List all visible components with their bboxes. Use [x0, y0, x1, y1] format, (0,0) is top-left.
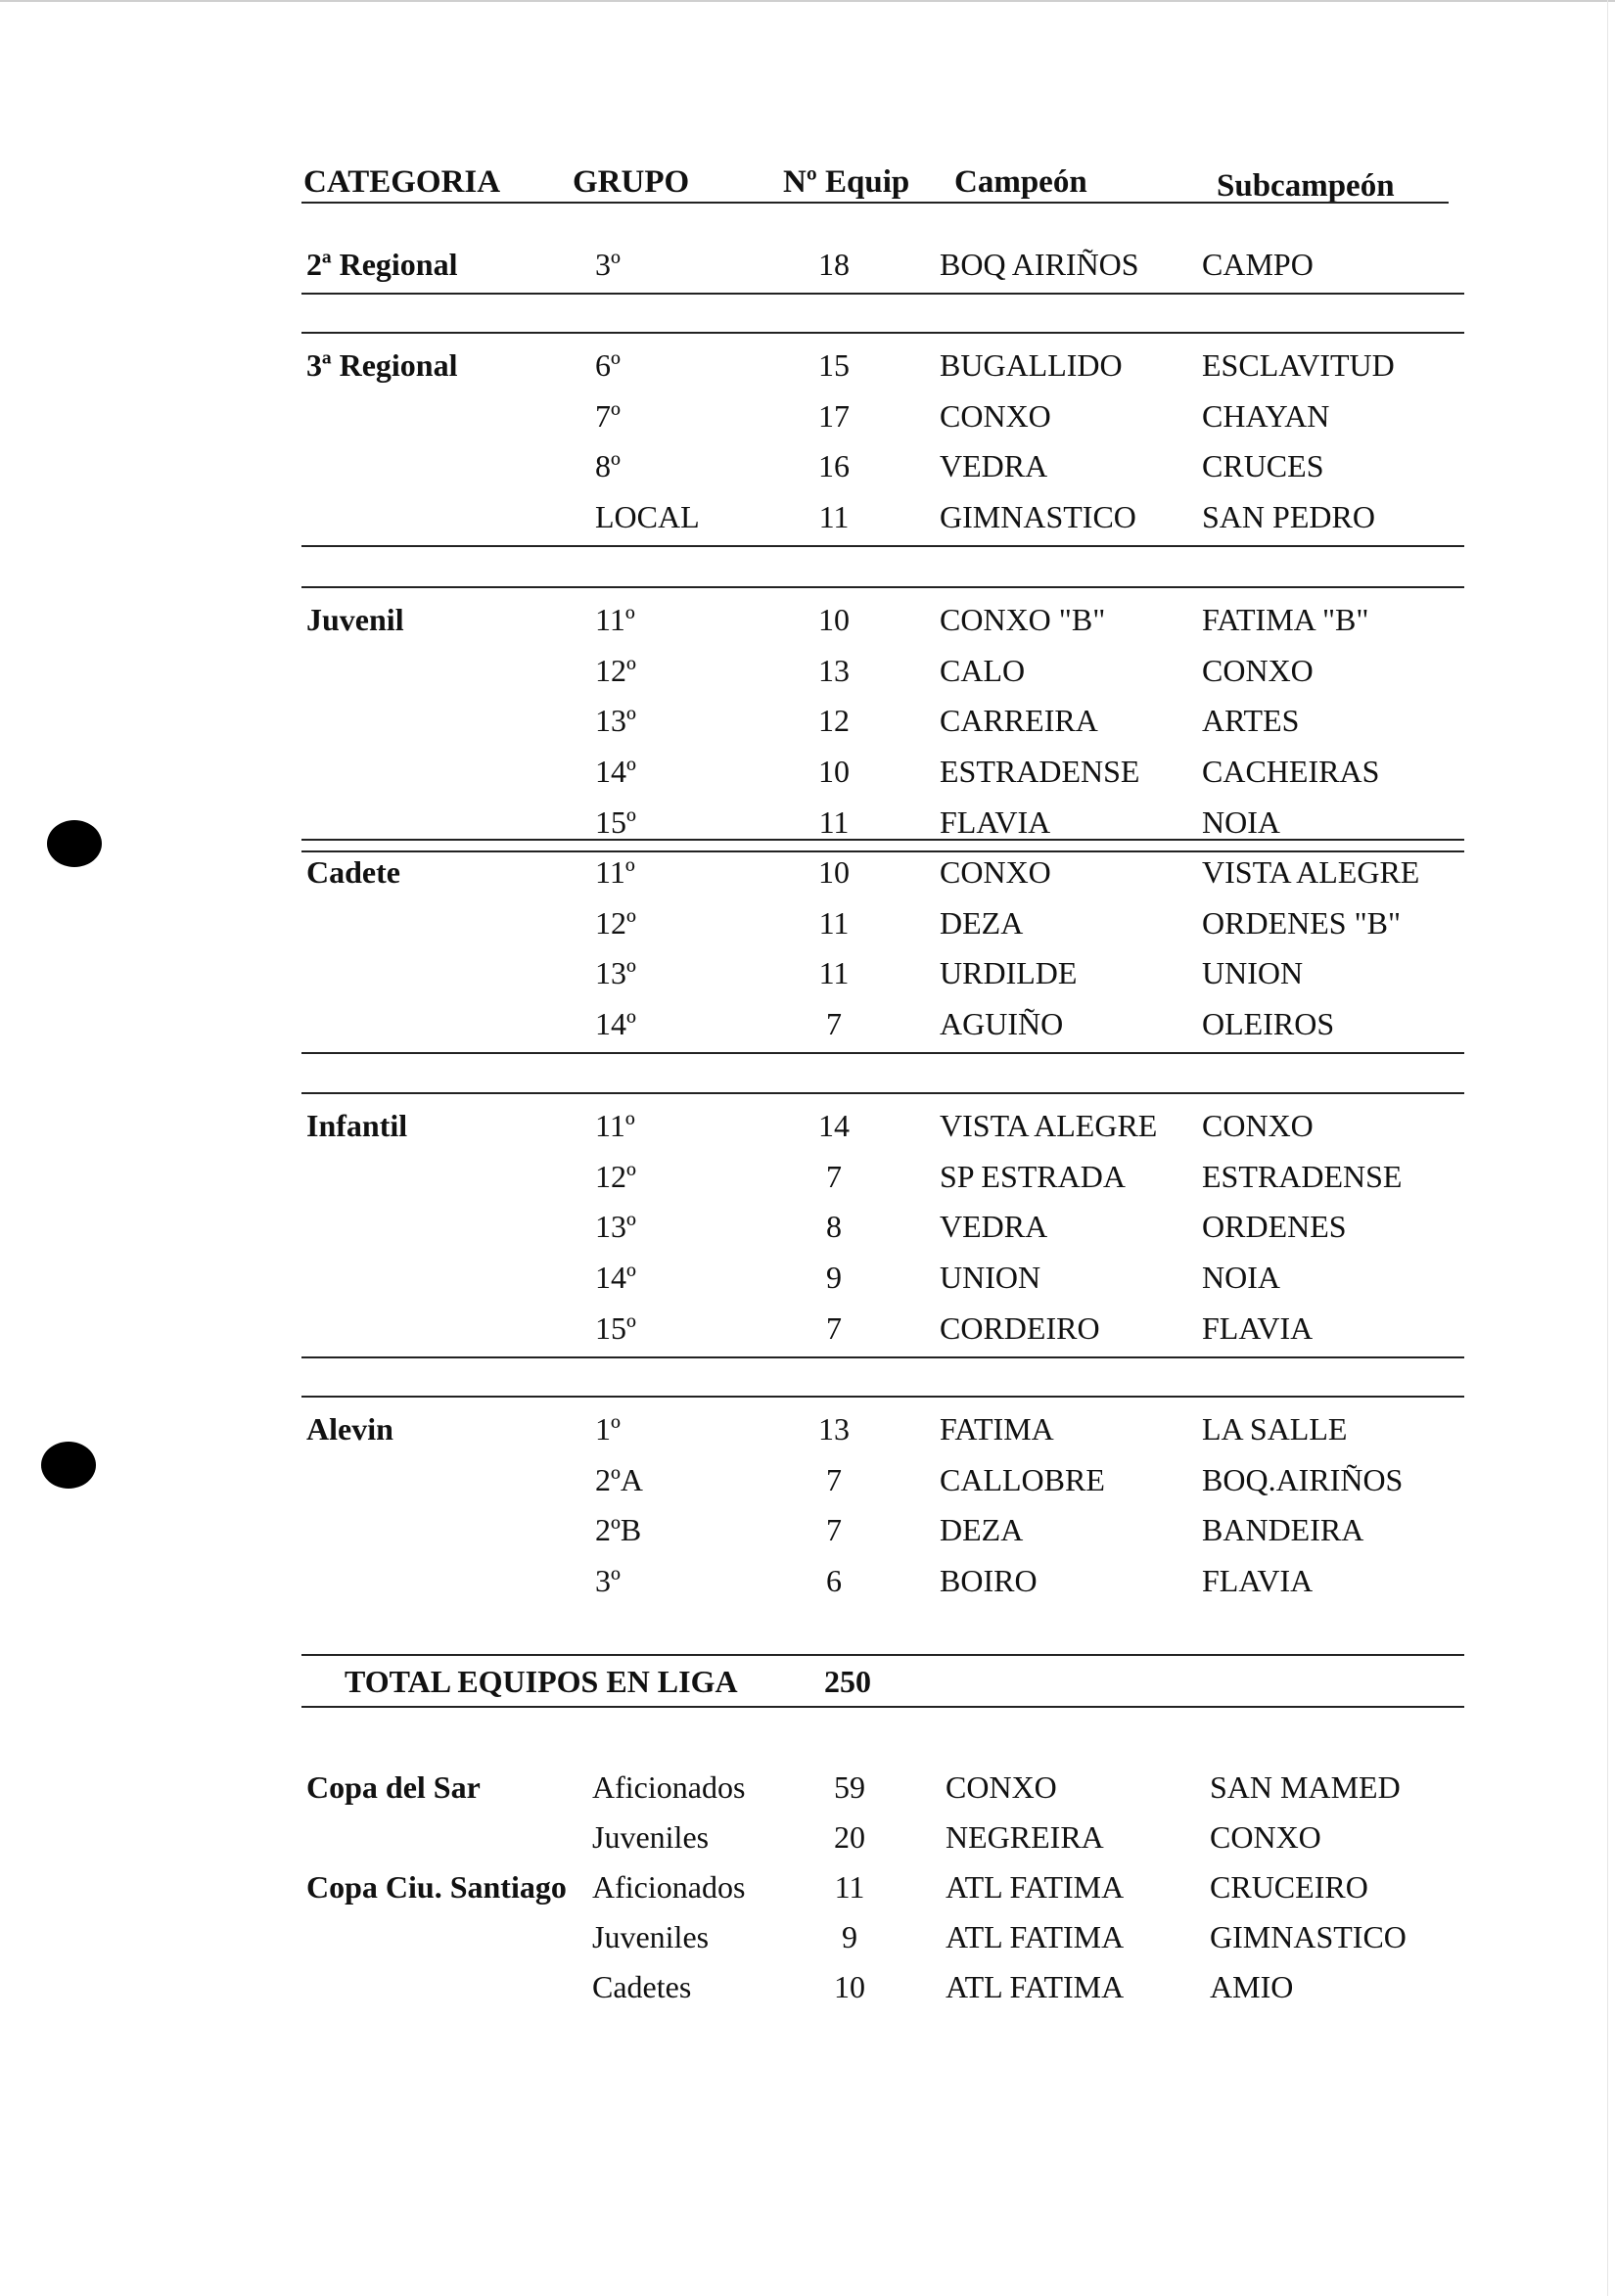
- cup-name: Copa Ciu. Santiago: [306, 1869, 567, 1905]
- cup-campeon-cell: ATL FATIMA: [946, 1869, 1125, 1905]
- section-bottom-rule: [301, 293, 1464, 295]
- punch-hole-bottom: [41, 1442, 96, 1489]
- equipos-cell: 14: [818, 1108, 850, 1143]
- section-bottom-rule: [301, 1052, 1464, 1054]
- campeon-cell: FATIMA: [940, 1411, 1054, 1446]
- header-equipos: Nº Equip: [783, 164, 910, 200]
- header-categoria: CATEGORIA: [303, 164, 501, 200]
- cup-equipos-cell: 11: [834, 1869, 865, 1905]
- punch-hole-top: [47, 820, 102, 867]
- category-label: Infantil: [306, 1108, 408, 1143]
- section-bottom-rule: [301, 1654, 1464, 1656]
- section-top-rule: [301, 839, 1464, 841]
- equipos-cell: 18: [818, 247, 850, 282]
- equipos-cell: 7: [826, 1512, 842, 1547]
- equipos-cell: 7: [826, 1006, 842, 1041]
- equipos-cell: 9: [826, 1260, 842, 1295]
- cup-subcampeon-cell: AMIO: [1210, 1969, 1294, 2004]
- subcampeon-cell: BOQ.AIRIÑOS: [1202, 1462, 1404, 1497]
- grupo-cell: 11º: [595, 602, 635, 637]
- grupo-cell: 2ºB: [595, 1512, 642, 1547]
- cup-campeon-cell: ATL FATIMA: [946, 1969, 1125, 2004]
- grupo-cell: 12º: [595, 905, 636, 941]
- total-bottom-rule: [301, 1706, 1464, 1708]
- subcampeon-cell: VISTA ALEGRE: [1202, 854, 1420, 890]
- cup-grupo-cell: Aficionados: [592, 1769, 746, 1805]
- subcampeon-cell: CONXO: [1202, 653, 1314, 688]
- equipos-cell: 13: [818, 1411, 850, 1446]
- equipos-cell: 11: [818, 499, 850, 534]
- equipos-cell: 6: [826, 1563, 842, 1598]
- total-value: 250: [824, 1664, 871, 1699]
- grupo-cell: 8º: [595, 448, 621, 483]
- equipos-cell: 15: [818, 347, 850, 383]
- grupo-cell: 14º: [595, 1260, 636, 1295]
- subcampeon-cell: CHAYAN: [1202, 398, 1330, 434]
- equipos-cell: 11: [818, 905, 850, 941]
- cup-subcampeon-cell: CRUCEIRO: [1210, 1869, 1368, 1905]
- equipos-cell: 13: [818, 653, 850, 688]
- cup-name: Copa del Sar: [306, 1769, 481, 1805]
- category-label: Cadete: [306, 854, 400, 890]
- campeon-cell: CARREIRA: [940, 703, 1098, 738]
- equipos-cell: 10: [818, 602, 850, 637]
- grupo-cell: 12º: [595, 653, 636, 688]
- cup-subcampeon-cell: SAN MAMED: [1210, 1769, 1401, 1805]
- campeon-cell: CALO: [940, 653, 1026, 688]
- header-subcampeon: Subcampeón: [1217, 168, 1395, 204]
- scan-right-edge: [1607, 0, 1608, 2296]
- category-label: 2ª Regional: [306, 247, 458, 282]
- equipos-cell: 11: [818, 804, 850, 840]
- category-label: Juvenil: [306, 602, 404, 637]
- section-bottom-rule: [301, 545, 1464, 547]
- subcampeon-cell: UNION: [1202, 955, 1304, 990]
- subcampeon-cell: ARTES: [1202, 703, 1300, 738]
- total-label: TOTAL EQUIPOS EN LIGA: [345, 1664, 738, 1699]
- cup-equipos-cell: 59: [834, 1769, 865, 1805]
- cup-equipos-cell: 10: [834, 1969, 865, 2004]
- section-top-rule: [301, 1396, 1464, 1398]
- equipos-cell: 12: [818, 703, 850, 738]
- campeon-cell: CONXO: [940, 398, 1051, 434]
- subcampeon-cell: ESCLAVITUD: [1202, 347, 1395, 383]
- subcampeon-cell: LA SALLE: [1202, 1411, 1348, 1446]
- grupo-cell: 13º: [595, 1209, 636, 1244]
- section-bottom-rule: [301, 850, 1464, 852]
- grupo-cell: 6º: [595, 347, 621, 383]
- grupo-cell: 1º: [595, 1411, 621, 1446]
- grupo-cell: 13º: [595, 703, 636, 738]
- campeon-cell: CALLOBRE: [940, 1462, 1105, 1497]
- campeon-cell: VEDRA: [940, 448, 1048, 483]
- subcampeon-cell: SAN PEDRO: [1202, 499, 1375, 534]
- equipos-cell: 10: [818, 854, 850, 890]
- cup-grupo-cell: Juveniles: [592, 1819, 710, 1855]
- campeon-cell: CORDEIRO: [940, 1310, 1100, 1346]
- campeon-cell: ESTRADENSE: [940, 754, 1140, 789]
- campeon-cell: SP ESTRADA: [940, 1159, 1126, 1194]
- campeon-cell: UNION: [940, 1260, 1041, 1295]
- campeon-cell: BUGALLIDO: [940, 347, 1123, 383]
- section-top-rule: [301, 1092, 1464, 1094]
- subcampeon-cell: CACHEIRAS: [1202, 754, 1380, 789]
- cup-subcampeon-cell: GIMNASTICO: [1210, 1919, 1407, 1954]
- campeon-cell: FLAVIA: [940, 804, 1051, 840]
- subcampeon-cell: OLEIROS: [1202, 1006, 1335, 1041]
- cup-subcampeon-cell: CONXO: [1210, 1819, 1321, 1855]
- grupo-cell: 12º: [595, 1159, 636, 1194]
- campeon-cell: BOIRO: [940, 1563, 1038, 1598]
- cup-equipos-cell: 9: [842, 1919, 857, 1954]
- category-label: Alevin: [306, 1411, 393, 1446]
- equipos-cell: 17: [818, 398, 850, 434]
- grupo-cell: LOCAL: [595, 499, 700, 534]
- campeon-cell: BOQ AIRIÑOS: [940, 247, 1139, 282]
- cup-campeon-cell: ATL FATIMA: [946, 1919, 1125, 1954]
- grupo-cell: 3º: [595, 1563, 621, 1598]
- campeon-cell: GIMNASTICO: [940, 499, 1136, 534]
- grupo-cell: 15º: [595, 1310, 636, 1346]
- scan-top-edge: [0, 0, 1615, 2]
- header-grupo: GRUPO: [573, 164, 690, 200]
- section-bottom-rule: [301, 1356, 1464, 1358]
- subcampeon-cell: BANDEIRA: [1202, 1512, 1364, 1547]
- subcampeon-cell: ORDENES "B": [1202, 905, 1402, 941]
- subcampeon-cell: CRUCES: [1202, 448, 1324, 483]
- subcampeon-cell: FLAVIA: [1202, 1563, 1314, 1598]
- grupo-cell: 7º: [595, 398, 621, 434]
- subcampeon-cell: NOIA: [1202, 1260, 1280, 1295]
- subcampeon-cell: ORDENES: [1202, 1209, 1347, 1244]
- category-label: 3ª Regional: [306, 347, 458, 383]
- grupo-cell: 2ºA: [595, 1462, 644, 1497]
- subcampeon-cell: NOIA: [1202, 804, 1280, 840]
- subcampeon-cell: FATIMA "B": [1202, 602, 1369, 637]
- cup-grupo-cell: Juveniles: [592, 1919, 710, 1954]
- section-top-rule: [301, 586, 1464, 588]
- header-campeon: Campeón: [954, 164, 1087, 200]
- equipos-cell: 7: [826, 1462, 842, 1497]
- equipos-cell: 10: [818, 754, 850, 789]
- grupo-cell: 11º: [595, 1108, 635, 1143]
- campeon-cell: VEDRA: [940, 1209, 1048, 1244]
- grupo-cell: 15º: [595, 804, 636, 840]
- equipos-cell: 11: [818, 955, 850, 990]
- subcampeon-cell: CONXO: [1202, 1108, 1314, 1143]
- campeon-cell: DEZA: [940, 905, 1024, 941]
- cup-campeon-cell: NEGREIRA: [946, 1819, 1104, 1855]
- campeon-cell: AGUIÑO: [940, 1006, 1064, 1041]
- cup-equipos-cell: 20: [834, 1819, 865, 1855]
- grupo-cell: 13º: [595, 955, 636, 990]
- grupo-cell: 14º: [595, 1006, 636, 1041]
- grupo-cell: 11º: [595, 854, 635, 890]
- cup-grupo-cell: Cadetes: [592, 1969, 692, 2004]
- campeon-cell: CONXO "B": [940, 602, 1106, 637]
- campeon-cell: VISTA ALEGRE: [940, 1108, 1158, 1143]
- subcampeon-cell: ESTRADENSE: [1202, 1159, 1403, 1194]
- grupo-cell: 14º: [595, 754, 636, 789]
- campeon-cell: CONXO: [940, 854, 1051, 890]
- cup-campeon-cell: CONXO: [946, 1769, 1057, 1805]
- equipos-cell: 7: [826, 1159, 842, 1194]
- campeon-cell: DEZA: [940, 1512, 1024, 1547]
- equipos-cell: 16: [818, 448, 850, 483]
- equipos-cell: 8: [826, 1209, 842, 1244]
- equipos-cell: 7: [826, 1310, 842, 1346]
- cup-grupo-cell: Aficionados: [592, 1869, 746, 1905]
- header-underline: [301, 202, 1449, 204]
- grupo-cell: 3º: [595, 247, 621, 282]
- section-top-rule: [301, 332, 1464, 334]
- subcampeon-cell: CAMPO: [1202, 247, 1314, 282]
- campeon-cell: URDILDE: [940, 955, 1078, 990]
- subcampeon-cell: FLAVIA: [1202, 1310, 1314, 1346]
